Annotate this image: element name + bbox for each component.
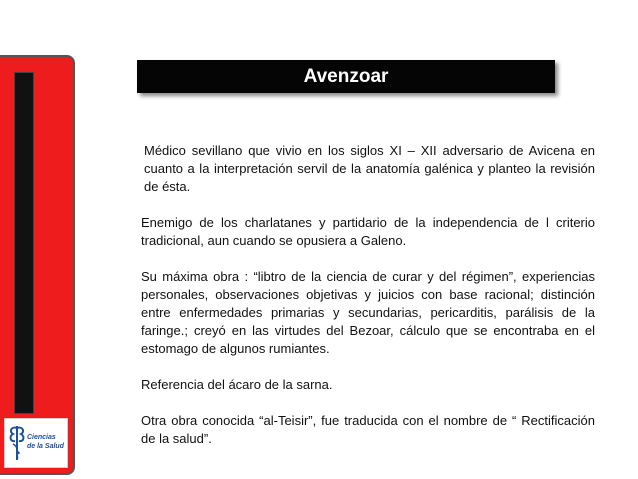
- slide-title: Avenzoar: [303, 66, 389, 87]
- paragraph-obra: Su máxima obra : “libtro de la ciencia de curar y del régimen”, experiencias personales, observaciones objetivas y juicios con base racional; distinción entre enfermedades primarias y secundarias, pericarditis, parálisis de la faringe.; creyó en las virtudes del Bezoar, cálculo que se encontraba en el estomago de algunos rumiantes.: [141, 269, 595, 356]
- sidebar-black-bar: [14, 72, 34, 414]
- slide-body: [141, 142, 595, 466]
- slide-title-bar: [137, 60, 555, 93]
- caduceus-wings-icon: [7, 422, 27, 464]
- logo-line-2: de la Salud: [27, 443, 64, 450]
- sidebar-decoration: [0, 55, 75, 475]
- paragraph-referencia: Referencia del ácaro de la sarna.: [141, 377, 333, 392]
- paragraph-intro: Médico sevillano que vivio en los siglos XI – XII adversario de Avicena en cuanto a la interpretación servil de la anatomía galénica y planteo la revisión de ésta.: [144, 143, 595, 194]
- paragraph-otra-obra: Otra obra conocida “al-Teisir”, fue traducida con el nombre de “ Rectificación de la salud”.: [141, 413, 595, 446]
- ciencias-salud-logo: [4, 418, 68, 468]
- logo-text: [27, 433, 64, 451]
- logo-line-1: Ciencias: [27, 434, 56, 441]
- paragraph-enemigo: Enemigo de los charlatanes y partidario de la independencia de l criterio tradicional, aun cuando se opusiera a Galeno.: [141, 215, 595, 248]
